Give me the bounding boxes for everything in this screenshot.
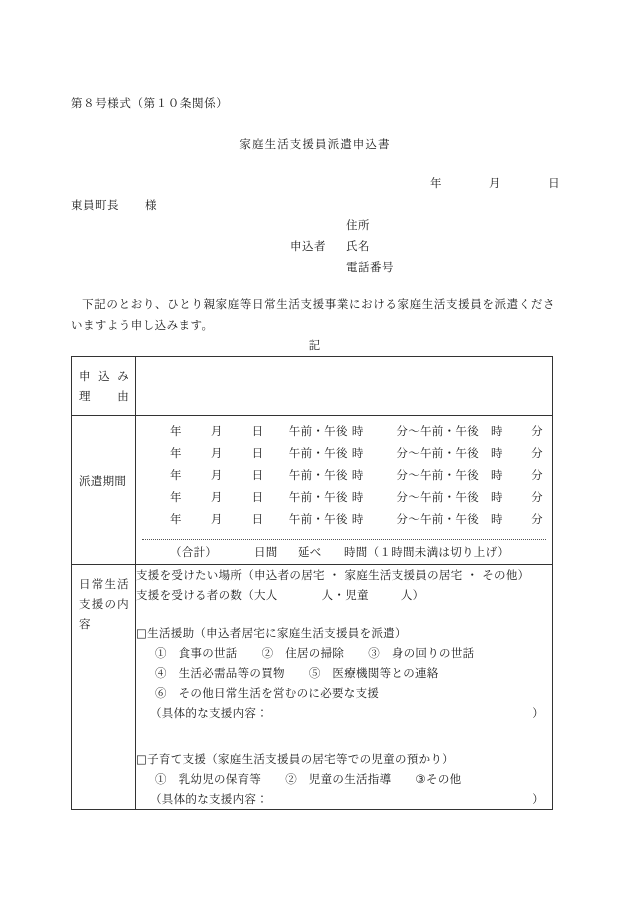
support-count-mid: 人・児童 — [321, 588, 369, 602]
period-min-to-ampm-end-label: 分～午前・午後 — [396, 468, 479, 482]
period-hour-end-label: 時 — [491, 424, 503, 438]
period-hour-start-label: 時 — [351, 490, 364, 504]
table-row-reason — [72, 357, 553, 416]
content-label-char-5: 支 — [79, 597, 91, 611]
childcare-support-detail-label: （具体的な支援内容： — [150, 792, 268, 806]
applicant-address-row — [290, 217, 530, 238]
period-min-end-label: 分 — [531, 490, 543, 504]
period-label-wrap — [72, 416, 135, 491]
period-year-label: 年 — [170, 468, 182, 482]
living-item-3[interactable]: ③ 身の回りの世話 — [368, 646, 475, 660]
living-support-items-row1[interactable] — [136, 643, 552, 663]
content-input-cell[interactable] — [136, 565, 553, 810]
childcare-support-items-row1[interactable] — [136, 769, 552, 789]
reason-label-line2 — [79, 386, 129, 406]
applicant-name-label: 氏名 — [346, 239, 370, 253]
content-label-char-4: 活 — [117, 577, 129, 591]
period-row[interactable] — [136, 445, 552, 467]
period-ampm-start-label: 午前・午後 — [288, 468, 348, 482]
living-item-2[interactable]: ② 住居の掃除 — [261, 646, 345, 660]
period-label: 派遣期間 — [79, 474, 127, 488]
reason-label-cell — [72, 357, 136, 416]
living-support-items-row2[interactable] — [136, 663, 552, 683]
period-day-label: 日 — [251, 490, 264, 504]
period-total-row[interactable] — [136, 540, 552, 564]
living-item-1[interactable]: ① 食事の世話 — [155, 646, 238, 660]
period-month-label: 月 — [210, 424, 223, 438]
reason-label-line1 — [79, 366, 129, 386]
period-total-note: （１時間未満は切り上げ） — [367, 545, 510, 559]
period-row[interactable] — [136, 511, 552, 533]
period-month-label: 月 — [210, 468, 223, 482]
living-support-detail-label: （具体的な支援内容： — [150, 706, 268, 720]
period-row[interactable] — [136, 467, 552, 489]
content-label-char-3: 生 — [104, 577, 117, 591]
date-line — [430, 175, 560, 191]
period-min-end-label: 分 — [531, 424, 543, 438]
period-hour-start-label: 時 — [351, 446, 364, 460]
table-row-content — [72, 565, 553, 810]
addressee-name: 東員町長 — [71, 198, 119, 212]
content-label-line3: 容 — [79, 617, 91, 631]
period-row-list — [136, 416, 552, 533]
addressee — [71, 197, 157, 213]
applicant-address-label: 住所 — [346, 218, 370, 232]
childcare-support-heading[interactable] — [136, 749, 552, 769]
period-min-to-ampm-end-label: 分～午前・午後 — [396, 424, 479, 438]
period-month-label: 月 — [210, 446, 223, 460]
living-support-heading[interactable] — [136, 623, 552, 643]
period-hour-end-label: 時 — [491, 490, 503, 504]
support-count-suffix: 人） — [400, 588, 425, 602]
period-min-end-label: 分 — [531, 468, 543, 482]
reason-label-char-4: 理 — [79, 389, 91, 403]
period-min-to-ampm-end-label: 分～午前・午後 — [396, 446, 479, 460]
applicant-label: 申込者 — [290, 239, 326, 253]
intro-text: 下記のとおり、ひとり親家庭等日常生活支援事業における家庭生活支援員を派遣くださいますよう申し込みます。 — [71, 297, 555, 332]
living-item-5[interactable]: ⑤ 医療機関等との連絡 — [308, 666, 439, 680]
period-hour-end-label: 時 — [491, 468, 503, 482]
period-hour-start-label: 時 — [351, 424, 364, 438]
childcare-support-detail-row[interactable] — [136, 789, 552, 809]
period-day-label: 日 — [251, 512, 264, 526]
period-hour-start-label: 時 — [351, 468, 364, 482]
period-year-label: 年 — [170, 446, 182, 460]
period-month-label: 月 — [210, 490, 223, 504]
period-row[interactable] — [136, 423, 552, 445]
period-row[interactable] — [136, 489, 552, 511]
period-ampm-start-label: 午前・午後 — [288, 512, 348, 526]
reason-label — [72, 357, 135, 406]
period-hour-end-label: 時 — [491, 446, 503, 460]
date-month-label: 月 — [489, 176, 501, 190]
applicant-name-row — [290, 238, 530, 259]
living-support-items-row3[interactable] — [136, 683, 552, 703]
content-label-line1 — [79, 574, 129, 594]
addressee-honorific: 様 — [145, 198, 157, 212]
content-label-char-8: 内 — [117, 597, 129, 611]
living-support-detail-close: ） — [532, 706, 544, 720]
reason-label-char-5: 由 — [117, 389, 129, 403]
childcare-item-1[interactable]: ① 乳幼児の保育等 — [155, 772, 262, 786]
period-ampm-start-label: 午前・午後 — [288, 490, 348, 504]
date-year-label: 年 — [430, 176, 442, 190]
period-year-label: 年 — [170, 490, 182, 504]
date-day-label: 日 — [548, 176, 560, 190]
page-title: 家庭生活支援員派遣申込書 — [239, 137, 391, 151]
period-day-label: 日 — [251, 468, 264, 482]
content-label — [72, 565, 135, 634]
period-total-label: （合計） — [170, 545, 218, 559]
ki-marker: 記 — [308, 338, 322, 352]
living-item-4[interactable]: ④ 生活必需品等の買物 — [155, 666, 285, 680]
childcare-support-detail-close: ） — [532, 792, 544, 806]
content-label-char-6: 援 — [91, 597, 104, 611]
period-input-cell[interactable] — [136, 416, 553, 565]
childcare-item-3[interactable]: ③その他 — [415, 772, 462, 786]
content-label-line2 — [79, 594, 129, 614]
content-label-char-7: の — [104, 597, 117, 611]
applicant-block — [290, 217, 530, 280]
period-min-to-ampm-end-label: 分～午前・午後 — [396, 512, 479, 526]
period-year-label: 年 — [170, 512, 182, 526]
childcare-item-2[interactable]: ② 児童の生活指導 — [285, 772, 392, 786]
support-place-line: 支援を受けたい場所（申込者の居宅 ・ 家庭生活支援員の居宅 ・ その他） — [136, 568, 530, 582]
period-min-to-ampm-end-label: 分～午前・午後 — [396, 490, 479, 504]
period-hour-start-label: 時 — [351, 512, 364, 526]
living-support-heading-text: 生活援助（申込者居宅に家庭生活支援員を派遣） — [147, 626, 407, 640]
applicant-phone-label: 電話番号 — [346, 260, 394, 274]
period-min-end-label: 分 — [531, 512, 543, 526]
living-support-checkbox[interactable]: □ — [136, 626, 148, 640]
period-ampm-start-label: 午前・午後 — [288, 446, 348, 460]
intro-paragraph — [71, 294, 555, 336]
support-count-prefix: 支援を受ける者の数（大人 — [136, 588, 278, 602]
reason-input-cell[interactable] — [136, 357, 553, 416]
period-day-label: 日 — [251, 424, 264, 438]
period-total-nobe-label: 延べ — [298, 545, 322, 559]
reason-label-char-1: 申 — [79, 369, 91, 383]
living-item-6[interactable]: ⑥ その他日常生活を営むのに必要な支援 — [155, 686, 380, 700]
reason-label-char-2: 込 — [98, 369, 110, 383]
period-total-days-unit: 日間 — [254, 545, 278, 559]
form-number: 第８号様式（第１０条関係） — [71, 96, 229, 110]
table-row-period — [72, 416, 553, 565]
period-total-hours-unit: 時間 — [344, 545, 368, 559]
application-form-table — [71, 356, 553, 810]
content-label-cell — [72, 565, 136, 810]
content-label-char-1: 日 — [79, 577, 91, 591]
period-month-label: 月 — [210, 512, 223, 526]
period-hour-end-label: 時 — [491, 512, 503, 526]
applicant-phone-row — [290, 259, 530, 280]
childcare-support-heading-text: 子育て支援（家庭生活支援員の居宅等での児童の預かり） — [147, 752, 454, 766]
period-year-label: 年 — [170, 424, 182, 438]
period-label-cell — [72, 416, 136, 565]
living-support-detail-row[interactable] — [136, 703, 552, 723]
support-count-line[interactable] — [136, 585, 552, 605]
period-ampm-start-label: 午前・午後 — [288, 424, 348, 438]
period-min-end-label: 分 — [531, 446, 543, 460]
childcare-support-checkbox[interactable]: □ — [136, 752, 148, 766]
period-day-label: 日 — [251, 446, 264, 460]
content-label-char-2: 常 — [91, 577, 104, 591]
reason-label-char-3: み — [117, 369, 129, 383]
